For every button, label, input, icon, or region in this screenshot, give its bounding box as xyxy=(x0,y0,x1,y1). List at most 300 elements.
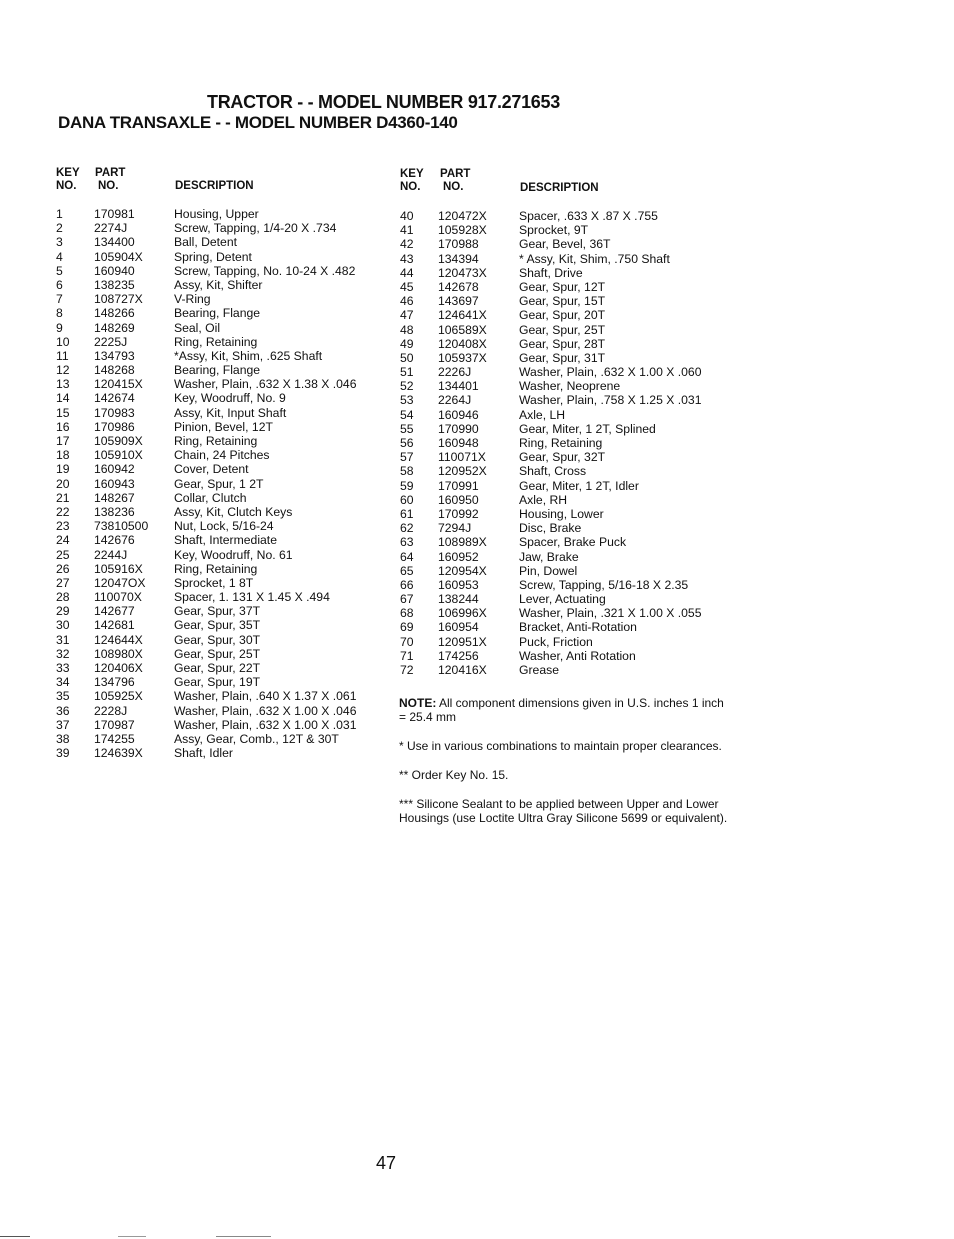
key-no: 3 xyxy=(56,235,63,250)
part-description: Gear, Spur, 32T xyxy=(519,450,606,465)
key-no: 58 xyxy=(400,464,414,479)
part-description: V-Ring xyxy=(174,292,211,307)
part-row xyxy=(400,422,740,436)
part-row xyxy=(56,746,386,760)
part-description: Gear, Spur, 20T xyxy=(519,308,606,323)
part-no: 106589X xyxy=(438,322,487,337)
part-description: Sprocket, 1 8T xyxy=(174,575,254,590)
key-no: 26 xyxy=(56,561,70,576)
part-no: 2225J xyxy=(94,334,128,349)
part-no: 170992 xyxy=(438,506,479,521)
part-row xyxy=(56,689,386,703)
part-row xyxy=(400,620,740,634)
key-no: 29 xyxy=(56,604,70,619)
key-no-header-left: KEY NO. xyxy=(56,167,80,192)
part-no: 134401 xyxy=(438,379,479,394)
key-no: 46 xyxy=(400,294,414,309)
part-description: Gear, Miter, 1 2T, Splined xyxy=(519,421,656,436)
part-row xyxy=(400,464,740,478)
part-description: Cover, Detent xyxy=(174,462,249,477)
part-description: Assy, Kit, Clutch Keys xyxy=(174,504,293,519)
part-description: Pinion, Bevel, 12T xyxy=(174,419,273,434)
key-no: 31 xyxy=(56,632,70,647)
part-row xyxy=(56,235,386,249)
key-no: 30 xyxy=(56,618,70,633)
part-row xyxy=(56,391,386,405)
part-no: 105928X xyxy=(438,223,487,238)
key-no: 4 xyxy=(56,249,63,264)
part-row xyxy=(400,450,740,464)
key-no: 66 xyxy=(400,577,414,592)
part-row xyxy=(56,321,386,335)
part-description: Puck, Friction xyxy=(519,634,593,649)
part-row xyxy=(56,264,386,278)
key-no: 37 xyxy=(56,717,70,732)
part-description: Screw, Tapping, 1/4-20 X .734 xyxy=(174,221,337,236)
part-no: 142674 xyxy=(94,391,135,406)
part-description: * Assy, Kit, Shim, .750 Shaft xyxy=(519,251,670,266)
part-no: 160946 xyxy=(438,407,479,422)
part-row xyxy=(400,379,740,393)
part-row xyxy=(56,704,386,718)
part-description: Chain, 24 Pitches xyxy=(174,448,270,463)
part-row xyxy=(56,675,386,689)
part-description: Washer, Plain, .321 X 1.00 X .055 xyxy=(519,606,702,621)
key-no: 11 xyxy=(56,348,69,363)
part-row xyxy=(56,604,386,618)
part-description: Housing, Lower xyxy=(519,506,604,521)
part-row xyxy=(56,505,386,519)
notes-section xyxy=(399,696,729,840)
part-description: Gear, Bevel, 36T xyxy=(519,237,611,252)
part-no: 120952X xyxy=(438,464,487,479)
part-row xyxy=(400,266,740,280)
part-no: 120406X xyxy=(94,661,143,675)
part-no: 120408X xyxy=(438,336,487,351)
part-description: Ring, Retaining xyxy=(174,434,258,448)
note-order-key: ** Order Key No. 15. xyxy=(399,768,509,782)
part-row xyxy=(56,420,386,434)
part-description: Gear, Spur, 12T xyxy=(519,279,606,294)
part-description: Spacer, .633 X .87 X .755 xyxy=(519,209,658,223)
part-row xyxy=(56,349,386,363)
key-no: 14 xyxy=(56,391,70,406)
key-no: 20 xyxy=(56,476,70,491)
page-number: 47 xyxy=(376,1153,397,1173)
part-row xyxy=(400,408,740,422)
part-description: Gear, Spur, 31T xyxy=(519,350,606,365)
part-description: Ring, Retaining xyxy=(174,561,258,576)
part-row xyxy=(400,393,740,407)
part-no: 120415X xyxy=(94,377,143,392)
parts-list-right xyxy=(400,209,740,677)
part-row xyxy=(400,223,740,237)
part-row xyxy=(400,308,740,322)
part-no: 2274J xyxy=(94,221,128,236)
key-no: 45 xyxy=(400,279,414,294)
key-no: 51 xyxy=(400,365,414,380)
key-no: 55 xyxy=(400,421,414,436)
key-no: 57 xyxy=(400,450,414,465)
part-no: 160942 xyxy=(94,462,135,477)
part-description: *Assy, Kit, Shim, .625 Shaft xyxy=(174,348,323,363)
key-no: 54 xyxy=(400,407,414,422)
part-row xyxy=(56,718,386,732)
part-row xyxy=(56,207,386,221)
part-row xyxy=(400,535,740,549)
part-no: 2244J xyxy=(94,547,128,562)
part-no: 170991 xyxy=(438,478,479,493)
part-no: 120416X xyxy=(438,663,487,677)
description-header-left: DESCRIPTION xyxy=(175,180,254,192)
key-no: 35 xyxy=(56,689,70,704)
part-row xyxy=(56,562,386,576)
key-no: 50 xyxy=(400,350,414,365)
key-no: 27 xyxy=(56,575,70,590)
part-no: 108727X xyxy=(94,292,143,307)
part-description: Spring, Detent xyxy=(174,249,252,264)
part-no: 134400 xyxy=(94,235,135,250)
key-no: 59 xyxy=(400,478,414,493)
key-no: 60 xyxy=(400,492,414,507)
key-no: 64 xyxy=(400,549,414,564)
part-row xyxy=(56,377,386,391)
part-description: Assy, Kit, Shifter xyxy=(174,277,263,292)
part-row xyxy=(56,278,386,292)
part-description: Screw, Tapping, No. 10-24 X .482 xyxy=(174,263,356,278)
part-no: 160940 xyxy=(94,263,135,278)
part-row xyxy=(400,436,740,450)
page-title: TRACTOR - - MODEL NUMBER 917.271653 xyxy=(207,92,560,112)
part-description: Gear, Spur, 19T xyxy=(174,675,261,690)
part-no: 142677 xyxy=(94,604,135,619)
part-description: Pin, Dowel xyxy=(519,563,578,578)
part-no: 138244 xyxy=(438,592,479,607)
part-no: 160952 xyxy=(438,549,479,564)
part-description: Housing, Upper xyxy=(174,207,259,221)
part-description: Spacer, 1. 131 X 1.45 X .494 xyxy=(174,590,330,605)
part-no: 2264J xyxy=(438,393,472,408)
key-no: 36 xyxy=(56,703,70,718)
part-description: Key, Woodruff, No. 9 xyxy=(174,391,286,406)
part-no: 160953 xyxy=(438,577,479,592)
part-no: 73810500 xyxy=(94,519,149,534)
part-row xyxy=(56,533,386,547)
part-no: 170987 xyxy=(94,717,135,732)
key-no: 53 xyxy=(400,393,414,408)
part-no: 124644X xyxy=(94,632,143,647)
part-no: 148266 xyxy=(94,306,135,321)
part-no: 2226J xyxy=(438,365,472,380)
part-description: Shaft, Drive xyxy=(519,265,583,280)
part-row xyxy=(400,606,740,620)
part-row xyxy=(56,590,386,604)
part-row xyxy=(56,732,386,746)
key-no: 65 xyxy=(400,563,414,578)
part-description: Spacer, Brake Puck xyxy=(519,535,627,550)
part-no: 134793 xyxy=(94,348,135,363)
part-description: Jaw, Brake xyxy=(519,549,579,564)
key-no: 25 xyxy=(56,547,70,562)
key-no: 32 xyxy=(56,646,70,661)
part-row xyxy=(400,592,740,606)
part-row xyxy=(56,221,386,235)
part-description: Washer, Plain, .632 X 1.00 X .031 xyxy=(174,717,357,732)
key-no: 72 xyxy=(400,663,414,677)
part-row xyxy=(400,337,740,351)
part-no: 105925X xyxy=(94,689,143,704)
note-dimensions: NOTE: All component dimensions given in U.S. inches 1 inch = 25.4 mm xyxy=(399,696,724,724)
part-no: 105916X xyxy=(94,561,143,576)
part-row xyxy=(400,493,740,507)
part-no: 160943 xyxy=(94,476,135,491)
key-no: 43 xyxy=(400,251,414,266)
key-no: 8 xyxy=(56,306,63,321)
part-description: Seal, Oil xyxy=(174,320,221,335)
part-row xyxy=(56,292,386,306)
part-description: Collar, Clutch xyxy=(174,490,247,505)
part-no: 148268 xyxy=(94,363,135,378)
part-description: Sprocket, 9T xyxy=(519,223,589,238)
part-description: Bearing, Flange xyxy=(174,306,261,321)
part-description: Washer, Plain, .758 X 1.25 X .031 xyxy=(519,393,702,408)
part-no: 174255 xyxy=(94,731,135,746)
part-no: 142676 xyxy=(94,533,135,548)
part-row xyxy=(56,448,386,462)
key-no: 69 xyxy=(400,620,414,635)
key-no: 10 xyxy=(56,334,70,349)
key-no: 71 xyxy=(400,648,414,663)
part-no: 160950 xyxy=(438,492,479,507)
part-row xyxy=(56,618,386,632)
key-no: 16 xyxy=(56,419,70,434)
part-description: Gear, Spur, 28T xyxy=(519,336,606,351)
scan-artifact xyxy=(118,1236,146,1237)
part-row xyxy=(56,519,386,533)
part-row xyxy=(56,548,386,562)
part-row xyxy=(400,578,740,592)
part-no: 12047OX xyxy=(94,575,146,590)
key-no: 2 xyxy=(56,221,63,236)
part-description: Axle, LH xyxy=(519,407,566,422)
part-row xyxy=(400,550,740,564)
part-description: Gear, Spur, 15T xyxy=(519,294,606,309)
part-row xyxy=(400,252,740,266)
part-no: 160954 xyxy=(438,620,479,635)
part-no: 148267 xyxy=(94,490,135,505)
part-description: Washer, Anti Rotation xyxy=(519,648,636,663)
part-row xyxy=(56,477,386,491)
key-no: 18 xyxy=(56,448,70,463)
part-no: 108989X xyxy=(438,535,487,550)
part-description: Washer, Neoprene xyxy=(519,379,621,394)
part-row xyxy=(400,635,740,649)
part-description: Washer, Plain, .632 X 1.00 X .060 xyxy=(519,365,702,380)
part-no: 120951X xyxy=(438,634,487,649)
key-no: 39 xyxy=(56,746,70,761)
note-sealant: *** Silicone Sealant to be applied between Upper and Lower Housings (use Loctite Ultra Gray Silicone 5699 or equivalent). xyxy=(399,797,728,825)
part-row xyxy=(56,647,386,661)
key-no: 63 xyxy=(400,535,414,550)
part-row xyxy=(400,323,740,337)
part-no: 170981 xyxy=(94,207,135,221)
description-header-right: DESCRIPTION xyxy=(520,182,599,194)
part-row xyxy=(400,479,740,493)
part-no: 2228J xyxy=(94,703,128,718)
key-no: 13 xyxy=(56,377,70,392)
part-no: 120954X xyxy=(438,563,487,578)
parts-list-left xyxy=(56,207,386,760)
part-description: Gear, Spur, 30T xyxy=(174,632,261,647)
part-description: Gear, Miter, 1 2T, Idler xyxy=(519,478,639,493)
part-description: Washer, Plain, .640 X 1.37 X .061 xyxy=(174,689,357,704)
key-no: 67 xyxy=(400,592,414,607)
part-no: 174256 xyxy=(438,648,479,663)
part-no: 105937X xyxy=(438,350,487,365)
part-no: 134796 xyxy=(94,675,135,690)
part-description: Assy, Gear, Comb., 12T & 30T xyxy=(174,731,339,746)
key-no: 61 xyxy=(400,506,414,521)
part-description: Axle, RH xyxy=(519,492,568,507)
part-row xyxy=(400,663,740,677)
scan-artifact xyxy=(0,1236,30,1237)
part-no: 120472X xyxy=(438,209,487,223)
part-row xyxy=(400,209,740,223)
part-row xyxy=(400,280,740,294)
key-no: 44 xyxy=(400,265,414,280)
part-no-header-left: PART NO. xyxy=(95,167,126,192)
part-row xyxy=(56,335,386,349)
part-row xyxy=(56,491,386,505)
key-no: 34 xyxy=(56,675,70,690)
part-row xyxy=(56,406,386,420)
key-no: 38 xyxy=(56,731,70,746)
part-row xyxy=(56,250,386,264)
key-no: 17 xyxy=(56,434,70,448)
part-no: 110070X xyxy=(94,590,142,605)
key-no: 28 xyxy=(56,590,70,605)
page-subtitle: DANA TRANSAXLE - - MODEL NUMBER D4360-140 xyxy=(58,113,458,132)
part-description: Ball, Detent xyxy=(174,235,238,250)
part-no: 7294J xyxy=(438,521,472,536)
part-no: 138235 xyxy=(94,277,135,292)
key-no: 9 xyxy=(56,320,63,335)
key-no: 19 xyxy=(56,462,70,477)
part-description: Ring, Retaining xyxy=(519,436,603,450)
part-row xyxy=(56,633,386,647)
key-no: 1 xyxy=(56,207,63,221)
part-row xyxy=(400,237,740,251)
part-no: 138236 xyxy=(94,504,135,519)
part-description: Shaft, Idler xyxy=(174,746,233,761)
part-row xyxy=(56,434,386,448)
part-no: 143697 xyxy=(438,294,479,309)
key-no: 47 xyxy=(400,308,414,323)
key-no: 5 xyxy=(56,263,63,278)
key-no: 52 xyxy=(400,379,414,394)
part-no: 105910X xyxy=(94,448,143,463)
key-no: 56 xyxy=(400,436,414,450)
key-no: 40 xyxy=(400,209,414,223)
key-no: 33 xyxy=(56,661,70,675)
part-no: 142681 xyxy=(94,618,135,633)
part-description: Washer, Plain, .632 X 1.38 X .046 xyxy=(174,377,357,392)
part-no: 120473X xyxy=(438,265,487,280)
part-row xyxy=(400,351,740,365)
part-description: Gear, Spur, 1 2T xyxy=(174,476,264,491)
part-description: Bracket, Anti-Rotation xyxy=(519,620,637,635)
part-no: 170986 xyxy=(94,419,135,434)
part-no: 108980X xyxy=(94,646,143,661)
part-row xyxy=(56,661,386,675)
part-row xyxy=(56,306,386,320)
part-no: 106996X xyxy=(438,606,487,621)
part-no: 105904X xyxy=(94,249,143,264)
part-description: Lever, Actuating xyxy=(519,592,606,607)
part-row xyxy=(400,649,740,663)
part-description: Gear, Spur, 22T xyxy=(174,661,261,675)
part-no: 148269 xyxy=(94,320,135,335)
part-description: Nut, Lock, 5/16-24 xyxy=(174,519,274,534)
part-row xyxy=(400,365,740,379)
key-no: 24 xyxy=(56,533,70,548)
key-no: 21 xyxy=(56,490,70,505)
part-description: Gear, Spur, 35T xyxy=(174,618,261,633)
part-description: Gear, Spur, 25T xyxy=(519,322,606,337)
key-no-header-right: KEY NO. xyxy=(400,168,424,193)
part-no-header-right: PART NO. xyxy=(440,168,471,193)
part-no: 134394 xyxy=(438,251,479,266)
part-row xyxy=(400,564,740,578)
key-no: 48 xyxy=(400,322,414,337)
key-no: 49 xyxy=(400,336,414,351)
part-no: 105909X xyxy=(94,434,143,448)
key-no: 68 xyxy=(400,606,414,621)
part-description: Assy, Kit, Input Shaft xyxy=(174,405,287,420)
part-no: 160948 xyxy=(438,436,479,450)
part-description: Grease xyxy=(519,663,559,677)
part-row xyxy=(400,294,740,308)
scan-artifact xyxy=(216,1236,271,1237)
part-no: 170990 xyxy=(438,421,479,436)
part-row xyxy=(56,363,386,377)
part-description: Key, Woodruff, No. 61 xyxy=(174,547,293,562)
key-no: 22 xyxy=(56,504,70,519)
key-no: 70 xyxy=(400,634,414,649)
part-no: 142678 xyxy=(438,279,479,294)
part-description: Gear, Spur, 37T xyxy=(174,604,261,619)
part-row xyxy=(56,462,386,476)
part-no: 124641X xyxy=(438,308,487,323)
part-row xyxy=(400,521,740,535)
key-no: 6 xyxy=(56,277,63,292)
part-description: Shaft, Cross xyxy=(519,464,587,479)
key-no: 41 xyxy=(400,223,414,238)
part-no: 110071X xyxy=(438,450,486,465)
part-description: Bearing, Flange xyxy=(174,363,261,378)
key-no: 62 xyxy=(400,521,414,536)
part-description: Washer, Plain, .632 X 1.00 X .046 xyxy=(174,703,357,718)
key-no: 7 xyxy=(56,292,63,307)
key-no: 42 xyxy=(400,237,414,252)
part-description: Gear, Spur, 25T xyxy=(174,646,261,661)
key-no: 12 xyxy=(56,363,70,378)
key-no: 15 xyxy=(56,405,70,420)
part-description: Screw, Tapping, 5/16-18 X 2.35 xyxy=(519,577,689,592)
part-no: 170988 xyxy=(438,237,479,252)
part-no: 124639X xyxy=(94,746,143,761)
part-description: Shaft, Intermediate xyxy=(174,533,277,548)
